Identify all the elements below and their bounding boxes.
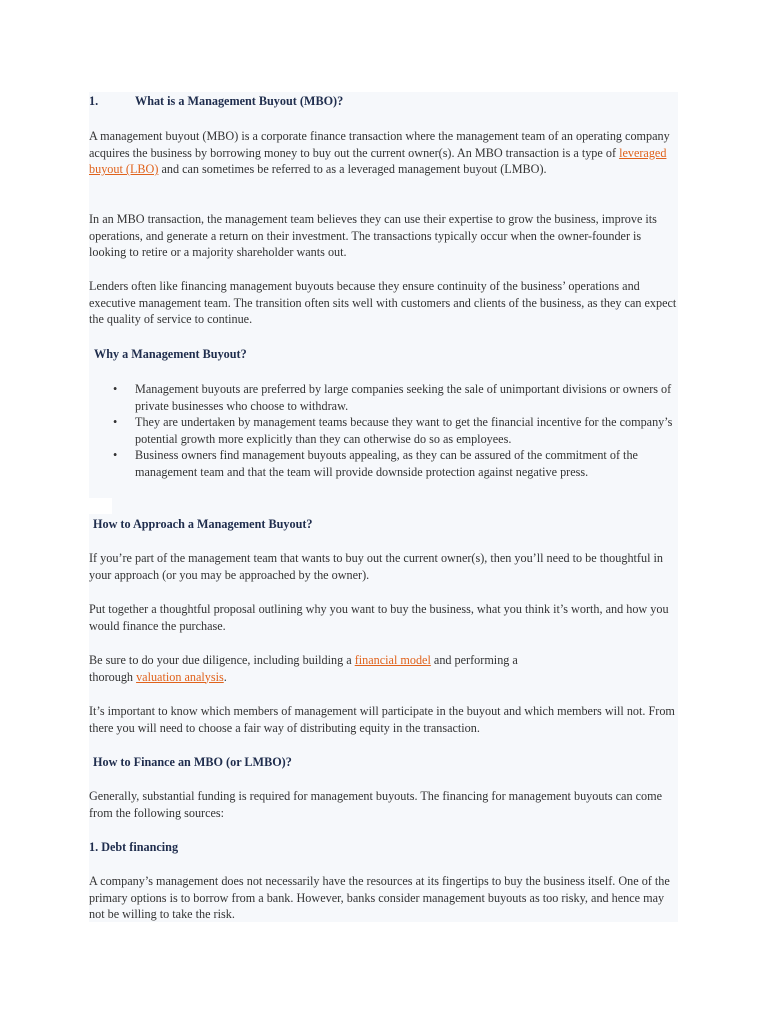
intro-text-2: and can sometimes be referred to as a leveraged management buyout (LMBO).: [158, 162, 547, 176]
approach-text-d: .: [223, 669, 227, 684]
bullet-icon: •: [113, 382, 118, 396]
approach-text-c: thorough: [89, 669, 137, 684]
debt-paragraph-1: A company’s management does not necessarily have the resources at its fingertips to buy the business itself. One of the primary options is to borrow from a bank. However, banks consider management buyouts as too risky, and hence may not be willing to take the risk.: [89, 874, 670, 921]
page-gap: [89, 498, 112, 514]
approach-paragraph-3: [89, 652, 678, 685]
financial-model-link[interactable]: financial model: [354, 653, 431, 667]
intro-text-1: A management buyout (MBO) is a corporate finance transaction where the management team of an operating company acquires the business by borrowing money to buy out the current owner(s). An MBO transaction is a type of: [89, 129, 670, 160]
approach-paragraph-4: It’s important to know which members of management will participate in the buyout and which members will not. From there you will need to choose a fair way of distributing equity in the transaction.: [89, 704, 675, 735]
bullet-icon: •: [113, 415, 118, 429]
approach-heading: How to Approach a Management Buyout?: [93, 517, 313, 531]
heading-title: What is a Management Buyout (MBO)?: [135, 94, 344, 108]
approach-paragraph-2: Put together a thoughtful proposal outlining why you want to buy the business, what you think it’s worth, and how you would finance the purchase.: [89, 602, 669, 633]
lbo-link[interactable]: leveraged buyout (LBO): [89, 145, 667, 176]
bullet-text: Business owners find management buyouts appealing, as they can be assured of the commitment of the management team and that the team will provide downside protection against negative press.: [135, 448, 638, 479]
intro-paragraph-3: Lenders often like financing management buyouts because they ensure continuity of the business’ operations and executive management team. The transition often sits well with customers and clients of the business, as they can expect the quality of service to continue.: [89, 279, 677, 326]
finance-paragraph-1: Generally, substantial funding is required for management buyouts. The financing for management buyouts can come from the following sources:: [89, 789, 662, 820]
approach-text-a: Be sure to do your due diligence, including building a: [89, 653, 355, 667]
valuation-analysis-link[interactable]: valuation analysis: [136, 669, 224, 684]
bullet-text: They are undertaken by management teams because they want to get the financial incentive for the company’s potential growth more explicitly than they can otherwise do so as employees.: [135, 415, 673, 446]
intro-paragraph-2: In an MBO transaction, the management team believes they can use their expertise to grow the business, improve its operations, and generate a return on their investment. The transactions typically occur when the owner-founder is looking to retire or a majority shareholder wants out.: [89, 212, 657, 259]
heading-number: 1.: [89, 94, 99, 108]
finance-heading: How to Finance an MBO (or LMBO)?: [93, 755, 292, 769]
debt-heading: 1. Debt financing: [89, 840, 179, 854]
approach-text-b: and performing a: [430, 653, 518, 667]
list-item: [112, 414, 678, 447]
why-bullet-list: [112, 381, 678, 480]
intro-paragraph-1: [89, 128, 678, 178]
section-heading: [89, 93, 343, 109]
bullet-icon: •: [113, 448, 118, 462]
why-heading: Why a Management Buyout?: [94, 347, 247, 361]
bullet-text: Management buyouts are preferred by large companies seeking the sale of unimportant divisions or owners of private businesses who choose to withdraw.: [135, 382, 672, 413]
list-item: [112, 381, 678, 414]
list-item: [112, 447, 678, 480]
approach-paragraph-1: If you’re part of the management team that wants to buy out the current owner(s), then you’ll need to be thoughtful in your approach (or you may be approached by the owner).: [89, 551, 663, 582]
